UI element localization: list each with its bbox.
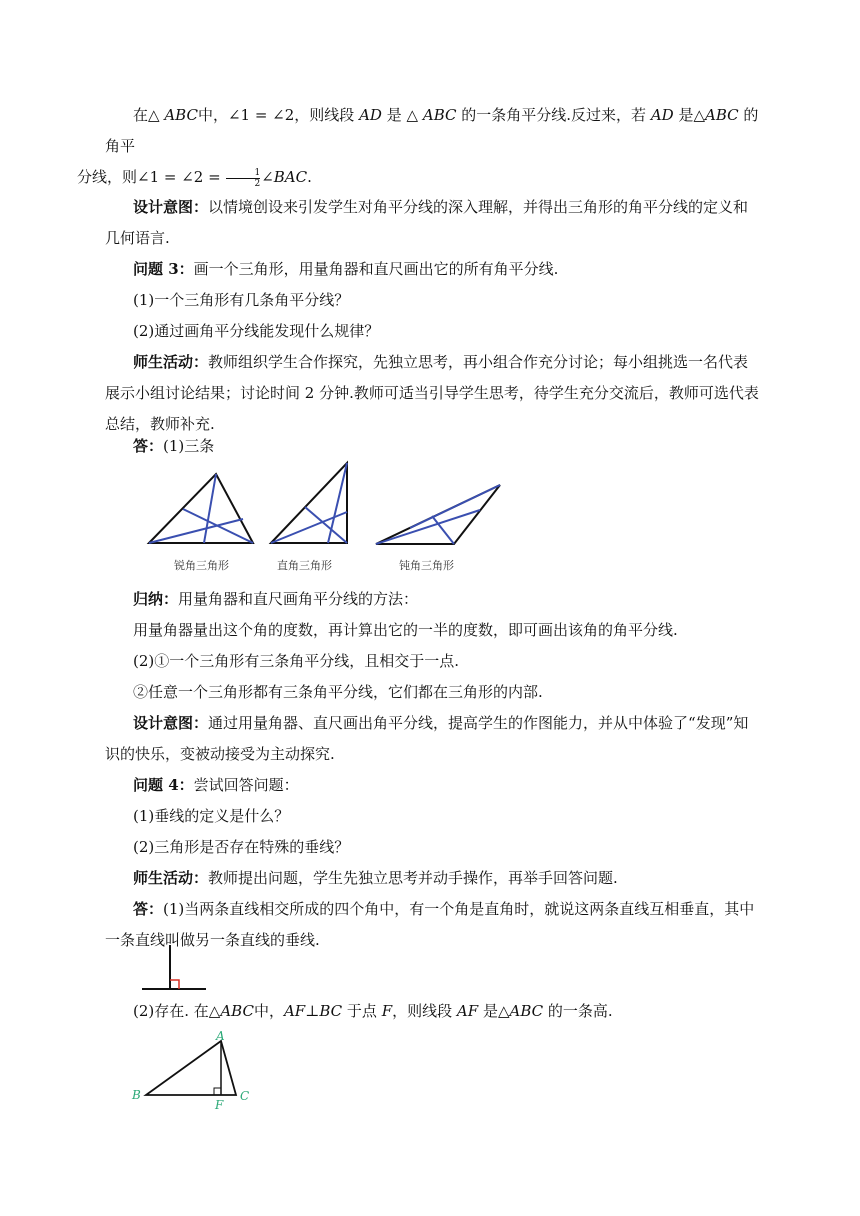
text: 的一条角平分线.反过来，若 [461, 106, 647, 124]
text: 在 [133, 106, 149, 124]
bisector-line [328, 463, 347, 543]
caption-obtuse: 钝角三角形 [399, 559, 454, 572]
altitude-triangle-figure [128, 1028, 258, 1113]
math-af: AF [456, 1002, 479, 1020]
math-f: F [381, 1002, 393, 1020]
text: 分线，则∠1 = ∠2 = [77, 168, 221, 186]
label: 问题 4： [133, 776, 194, 794]
math-abc: ABC [509, 1002, 544, 1020]
label-c: C [240, 1089, 250, 1103]
text: (1)三条 [163, 437, 215, 455]
question-3-item-1: (1)一个三角形有几条角平分线？ [133, 291, 350, 309]
label-f: F [215, 1098, 224, 1112]
text: (1)当两条直线相交所成的四个角中，有一个角是直角时，就说这两条直线互相垂直，其中一条直线叫做另一条直线的垂线. [105, 900, 755, 949]
caption-acute: 锐角三角形 [174, 559, 229, 572]
perpendicular-figure [140, 945, 210, 995]
math-abc: ABC [422, 106, 457, 124]
fraction-one-half: $\frac{1}{2}$ [226, 168, 260, 189]
text: 的角平 [105, 106, 759, 155]
triangle-outline [271, 463, 347, 543]
summary [105, 584, 760, 615]
label: 问题 3： [133, 260, 194, 278]
label: 答： [133, 900, 164, 918]
obtuse-triangle-figure [370, 480, 505, 550]
question-4-item-1: (1)垂线的定义是什么？ [133, 807, 290, 825]
caption-right: 直角三角形 [277, 559, 332, 572]
label: 答： [133, 437, 164, 455]
text: 画一个三角形，用量角器和直尺画出它的所有角平分线. [193, 260, 559, 278]
summary-point-2: ②任意一个三角形都有三条角平分线，它们都在三角形的内部. [133, 683, 543, 701]
text: 是△ [482, 1002, 510, 1020]
right-angle-mark [170, 980, 179, 989]
label: 设计意图： [133, 714, 209, 732]
text: 以情境创设来引发学生对角平分线的深入理解，并得出三角形的角平分线的定义和几何语言. [105, 198, 749, 247]
paragraph-definition: 在△ ABC中，∠1 = ∠2，则线段 AD 是 △ ABC 的一条角平分线.反过来，若 AD 是△ABC 的角平 分线，则∠1 = ∠2 = $\frac{1}{2}$ ∠BAC. [77, 106, 759, 189]
text: (2)存在. 在△ [133, 1002, 221, 1020]
triangle-symbol: △ [406, 106, 419, 124]
acute-triangle-figure [140, 465, 260, 550]
summary-point-1: (2)①一个三角形有三条角平分线，且相交于一点. [133, 652, 460, 670]
text: 教师组织学生合作探究，先独立思考，再小组合作充分讨论；每小组挑选一名代表展示小组讨论结果；讨论时间 2 分钟.教师可适当引导学生思考，待学生充分交流后，教师可选代表总结，教师补充. [105, 353, 759, 433]
triangle-outline [149, 474, 253, 543]
text: 中，∠1 = ∠2，则线段 [197, 106, 355, 124]
math-bc: BC [319, 1002, 343, 1020]
activity-1 [105, 347, 760, 440]
answer-2-part-2 [105, 996, 760, 1027]
right-triangle-figure [265, 460, 355, 550]
math-abc: ABC [220, 1002, 254, 1020]
math-abc: ABC [164, 106, 198, 124]
summary-method: 用量角器量出这个角的度数，再计算出它的一半的度数，即可画出该角的角平分线. [133, 621, 678, 639]
question-4-item-2: (2)三角形是否存在特殊的垂线？ [133, 838, 350, 856]
text: 教师提出问题，学生先独立思考并动手操作，再举手回答问题. [208, 869, 618, 887]
label: 师生活动： [133, 353, 209, 371]
label: 归纳： [133, 590, 179, 608]
text: 于点 [346, 1002, 377, 1020]
label: 师生活动： [133, 869, 209, 887]
question-3 [105, 254, 760, 285]
answer-1 [105, 431, 760, 462]
angle-symbol: ∠ [261, 168, 274, 186]
design-intent-1 [105, 192, 760, 254]
text: 用量角器和直尺画角平分线的方法： [178, 590, 419, 608]
text: 是△ [678, 106, 706, 124]
design-intent-2 [105, 708, 760, 770]
activity-2 [105, 863, 760, 894]
text: 通过用量角器、直尺画出角平分线，提高学生的作图能力，并从中体验了“发现”知识的快乐，变被动接受为主动探究. [105, 714, 749, 763]
label-b: B [132, 1088, 141, 1102]
text: 的一条高. [547, 1002, 613, 1020]
bisector-line [183, 509, 253, 543]
bisector-line [376, 510, 480, 544]
right-angle-mark [214, 1088, 221, 1095]
perpendicular-symbol: ⊥ [305, 1002, 320, 1020]
math-ad: AD [359, 106, 382, 124]
bisector-line [305, 507, 347, 543]
text: 尝试回答问题： [193, 776, 299, 794]
question-3-item-2: (2)通过画角平分线能发现什么规律？ [133, 322, 380, 340]
bisector-line [410, 485, 500, 528]
label-a: A [216, 1029, 225, 1043]
triangle-outline [146, 1041, 236, 1095]
triangle-symbol: △ [148, 106, 160, 124]
question-4 [105, 770, 760, 801]
text: 是 [386, 106, 402, 124]
label: 设计意图： [133, 198, 209, 216]
math-ad: AD [650, 106, 674, 124]
math-bac: BAC [273, 168, 308, 186]
text: 中， [253, 1002, 284, 1020]
text: ，则线段 [392, 1002, 453, 1020]
bisector-line [271, 512, 347, 543]
math-abc: ABC [705, 106, 739, 124]
math-af: AF [283, 1002, 306, 1020]
